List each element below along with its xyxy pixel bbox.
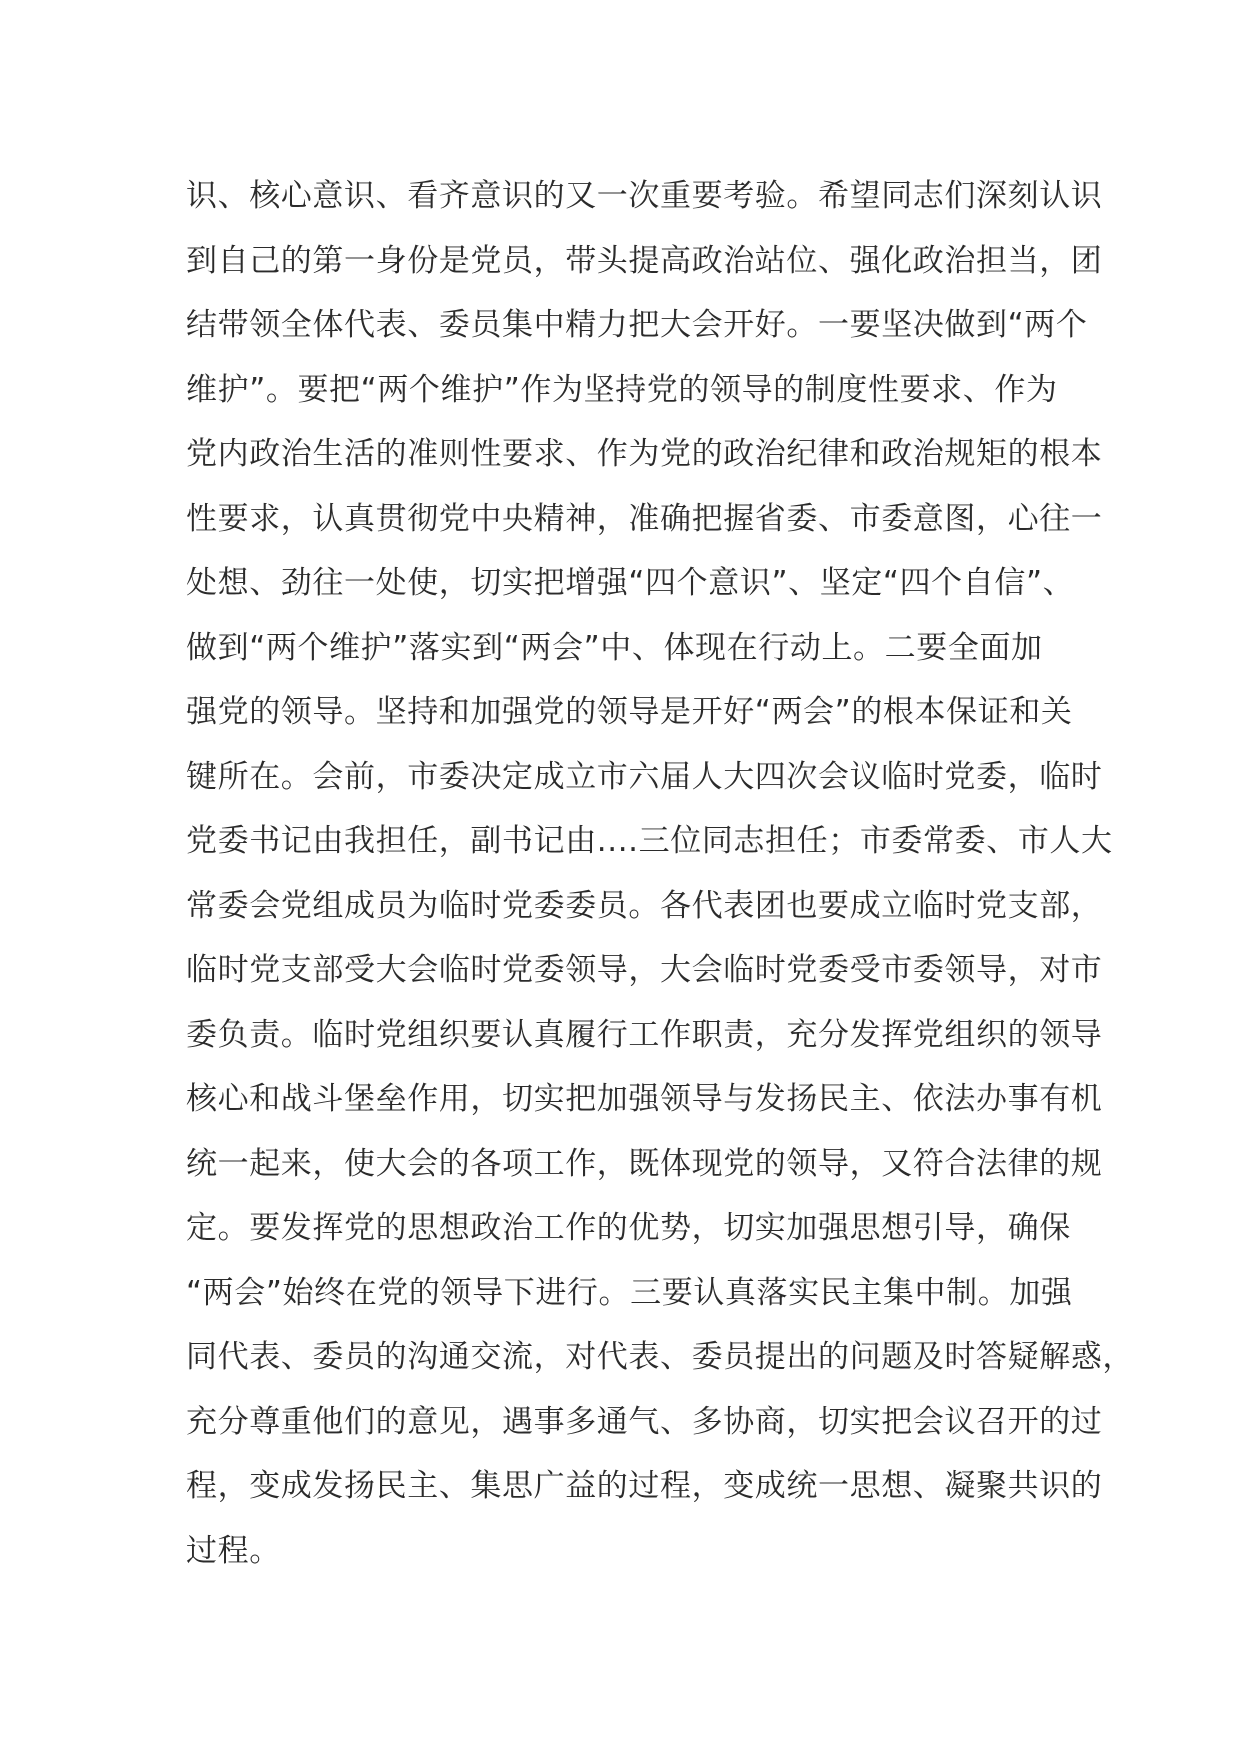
text-line: 到自己的第一身份是党员，带头提高政治站位、强化政治担当，团: [186, 242, 1103, 279]
text-line: 党内政治生活的准则性要求、作为党的政治纪律和政治规矩的根本: [186, 436, 1103, 472]
text-line: 性要求，认真贯彻党中央精神，准确把握省委、市委意图，心往一: [186, 500, 1103, 537]
body-paragraph: [186, 164, 1134, 1583]
text-line: 键所在。会前，市委决定成立市六届人大四次会议临时党委，临时: [186, 758, 1103, 795]
text-line: 党委书记由我担任，副书记由....三位同志担任；市委常委、市人大: [186, 823, 1113, 859]
text-line: 程，变成发扬民主、集思广益的过程，变成统一思想、凝聚共识的: [186, 1468, 1103, 1504]
text-line: 常委会党组成员为临时党委委员。各代表团也要成立临时党支部，: [186, 887, 1103, 924]
text-line: 处想、劲往一处使，切实把增强“四个意识”、坚定“四个自信”、: [186, 565, 1075, 601]
text-line: 过程。: [186, 1532, 281, 1569]
text-line: 核心和战斗堡垒作用，切实把加强领导与发扬民主、依法办事有机: [186, 1081, 1103, 1117]
text-line: 临时党支部受大会临时党委领导，大会临时党委受市委领导，对市: [186, 952, 1103, 988]
text-line: 强党的领导。坚持和加强党的领导是开好“两会”的根本保证和关: [186, 694, 1073, 730]
text-line: 同代表、委员的沟通交流，对代表、委员提出的问题及时答疑解惑，: [186, 1339, 1134, 1375]
text-line: 委负责。临时党组织要认真履行工作职责，充分发挥党组织的领导: [186, 1016, 1103, 1053]
text-line: 统一起来，使大会的各项工作，既体现党的领导，又符合法律的规: [186, 1145, 1103, 1182]
text-line: 充分尊重他们的意见，遇事多通气、多协商，切实把会议召开的过: [186, 1403, 1103, 1440]
text-line: 做到“两个维护”落实到“两会”中、体现在行动上。二要全面加: [186, 629, 1043, 666]
text-line: 维护”。要把“两个维护”作为坚持党的领导的制度性要求、作为: [186, 371, 1058, 408]
text-line: 识、核心意识、看齐意识的又一次重要考验。希望同志们深刻认识: [186, 178, 1103, 214]
text-line: 结带领全体代表、委员集中精力把大会开好。一要坚决做到“两个: [186, 307, 1088, 343]
text-line: “两会”始终在党的领导下进行。三要认真落实民主集中制。加强: [186, 1274, 1073, 1311]
text-line: 定。要发挥党的思想政治工作的优势，切实加强思想引导，确保: [186, 1210, 1071, 1246]
